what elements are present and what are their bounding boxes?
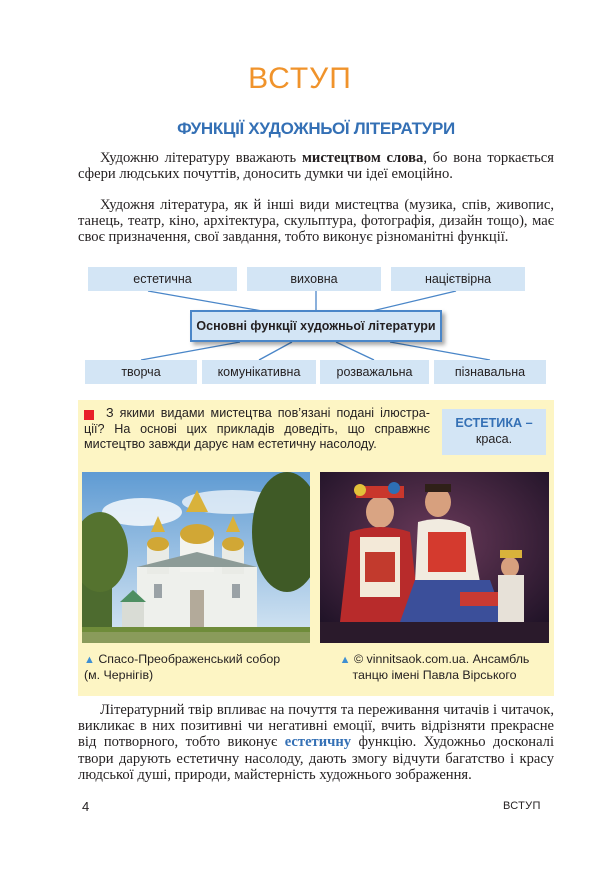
- glossary-definition: краса.: [475, 432, 513, 446]
- connector-bottom-2: [259, 342, 292, 360]
- caption-dancers-line2: танцю імені Павла Вірського: [352, 668, 517, 682]
- caption-cathedral-line2: (м. Чернігів): [84, 668, 154, 682]
- connector-bottom-4: [390, 342, 490, 360]
- caption-dancers-line1: © vinnitsaok.com.ua. Ансамбль: [353, 652, 530, 666]
- p2-text: Художня література, як й інші види мистецтва (музика, спів, живопис, танець, театр, кіно, архітектура, скульптура, фотографія, дизайн тощо), має своє призначення, свої завдання, тобто виконує різноманітні функції.: [78, 197, 554, 246]
- function-box-creative: творча: [85, 360, 197, 384]
- p3-text-a: Літературний твір впливає на почуття та переживання читачів і читачок, викликає в них позитивні чи негативні емоції, вчить відрізняти прекрасне від потворного, тобто виконує: [78, 702, 554, 751]
- connector-top-3: [372, 291, 456, 311]
- connector-bottom-3: [336, 342, 374, 360]
- caption-pointer-icon: ▲: [339, 654, 351, 666]
- cathedral-photo: [82, 472, 310, 643]
- function-box-communicative: комунікативна: [202, 360, 316, 384]
- function-box-educational: виховна: [247, 267, 381, 291]
- function-box-cognitive: пізнавальна: [434, 360, 546, 384]
- p1-term-art-of-word: мистецтвом слова: [301, 150, 424, 166]
- glossary-box: [442, 409, 546, 455]
- chapter-title: ВСТУП: [248, 62, 352, 95]
- glossary-term: ЕСТЕТИКА –: [455, 416, 533, 430]
- p1-text-b: , бо вона торкається сфери людських почуттів, доносить думки чи ідеї емоційно.: [78, 150, 554, 183]
- p3-text-b: функцію. Художньо досконалі твори дарують естетичну насолоду, дають змогу відчути багатство і красу людської душі, природи, майстерність художнього зображення.: [78, 734, 555, 783]
- caption-pointer-icon: ▲: [84, 654, 95, 666]
- running-head: ВСТУП: [503, 800, 541, 812]
- caption-cathedral: [84, 652, 280, 683]
- dancers-photo: [320, 472, 549, 643]
- p3-keyword-aesthetic: естетичну: [284, 734, 352, 751]
- task-question: З якими видами мистецтва пов’язані подані ілюстрації? На основі цих прикладів доведіть, що справжнє мистецтво завжди дарує нам естетичну насолоду.: [84, 406, 430, 451]
- connector-bottom-1: [141, 342, 240, 360]
- main-functions-box: Основні функції художньої літератури: [190, 310, 442, 342]
- function-box-aesthetic: естетична: [88, 267, 237, 291]
- function-box-nation-building: націєтвірна: [391, 267, 525, 291]
- caption-cathedral-line1: Спасо-Преображенський собор: [98, 652, 281, 666]
- caption-dancers: [322, 652, 547, 683]
- connector-top-1: [148, 291, 262, 311]
- section-title: ФУНКЦІЇ ХУДОЖНЬОЇ ЛІТЕРАТУРИ: [177, 119, 455, 138]
- function-box-entertainment: розважальна: [320, 360, 429, 384]
- page-number: 4: [82, 799, 90, 814]
- intro-paragraph-3: [78, 702, 554, 783]
- p1-text-a: Художню літературу вважають: [100, 150, 302, 166]
